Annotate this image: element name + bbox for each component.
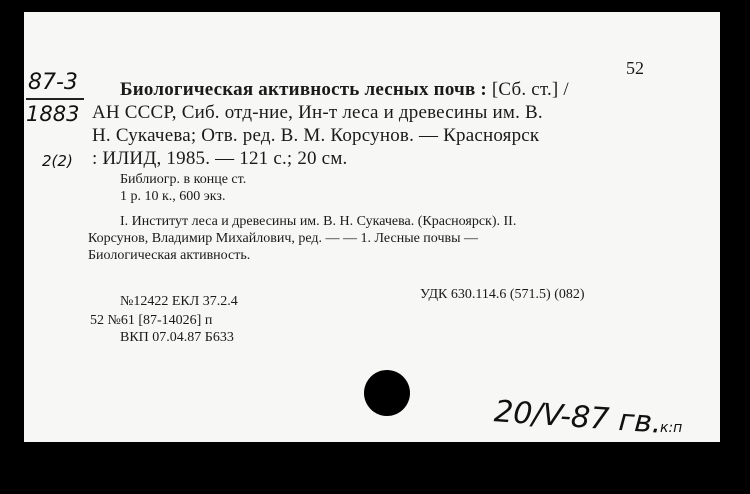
handwritten-date: 20/V-87 гв. bbox=[492, 394, 663, 441]
bibliography-note: Библиогр. в конце ст. bbox=[120, 172, 247, 187]
title-line-4: : ИЛИД, 1985. — 121 с.; 20 см. bbox=[92, 148, 348, 169]
registration-line-1: №12422 ЕКЛ 37.2.4 bbox=[120, 294, 238, 309]
book-title: Биологическая активность лесных почв : bbox=[120, 79, 487, 100]
handwritten-underline bbox=[26, 98, 84, 100]
title-line-1 bbox=[120, 79, 569, 101]
price-note: 1 р. 10 к., 600 экз. bbox=[120, 189, 226, 204]
title-line-3: Н. Сукачева; Отв. ред. В. М. Корсунов. — Красноярск bbox=[92, 125, 540, 146]
handwritten-initials: к:п bbox=[660, 420, 683, 436]
subject-line-3: Биологическая активность. bbox=[88, 248, 251, 263]
registration-prefix: 52 bbox=[90, 313, 104, 328]
handwritten-copies: 2(2) bbox=[42, 152, 73, 170]
udk-code: УДК 630.114.6 (571.5) (082) bbox=[420, 287, 585, 302]
registration-line-3: ВКП 07.04.87 Б633 bbox=[120, 330, 234, 345]
title-remainder: [Сб. ст.] / bbox=[491, 79, 569, 100]
card-number: 52 bbox=[626, 58, 644, 78]
registration-number: №61 [87-14026] п bbox=[107, 313, 213, 328]
handwritten-number: 1883 bbox=[26, 102, 80, 126]
card-left-edge bbox=[0, 12, 24, 494]
library-catalog-card bbox=[24, 12, 720, 442]
title-line-2: АН СССР, Сиб. отд-ние, Ин-т леса и древесины им. В. bbox=[92, 102, 543, 123]
handwritten-shelf-code: 87-3 bbox=[28, 70, 78, 95]
subject-line-1: I. Институт леса и древесины им. В. Н. Сукачева. (Красноярск). II. bbox=[120, 214, 517, 229]
subject-line-2: Корсунов, Владимир Михайлович, ред. — — 1. Лесные почвы — bbox=[88, 231, 478, 246]
card-punch-hole bbox=[364, 370, 410, 416]
registration-line-2 bbox=[90, 313, 212, 329]
